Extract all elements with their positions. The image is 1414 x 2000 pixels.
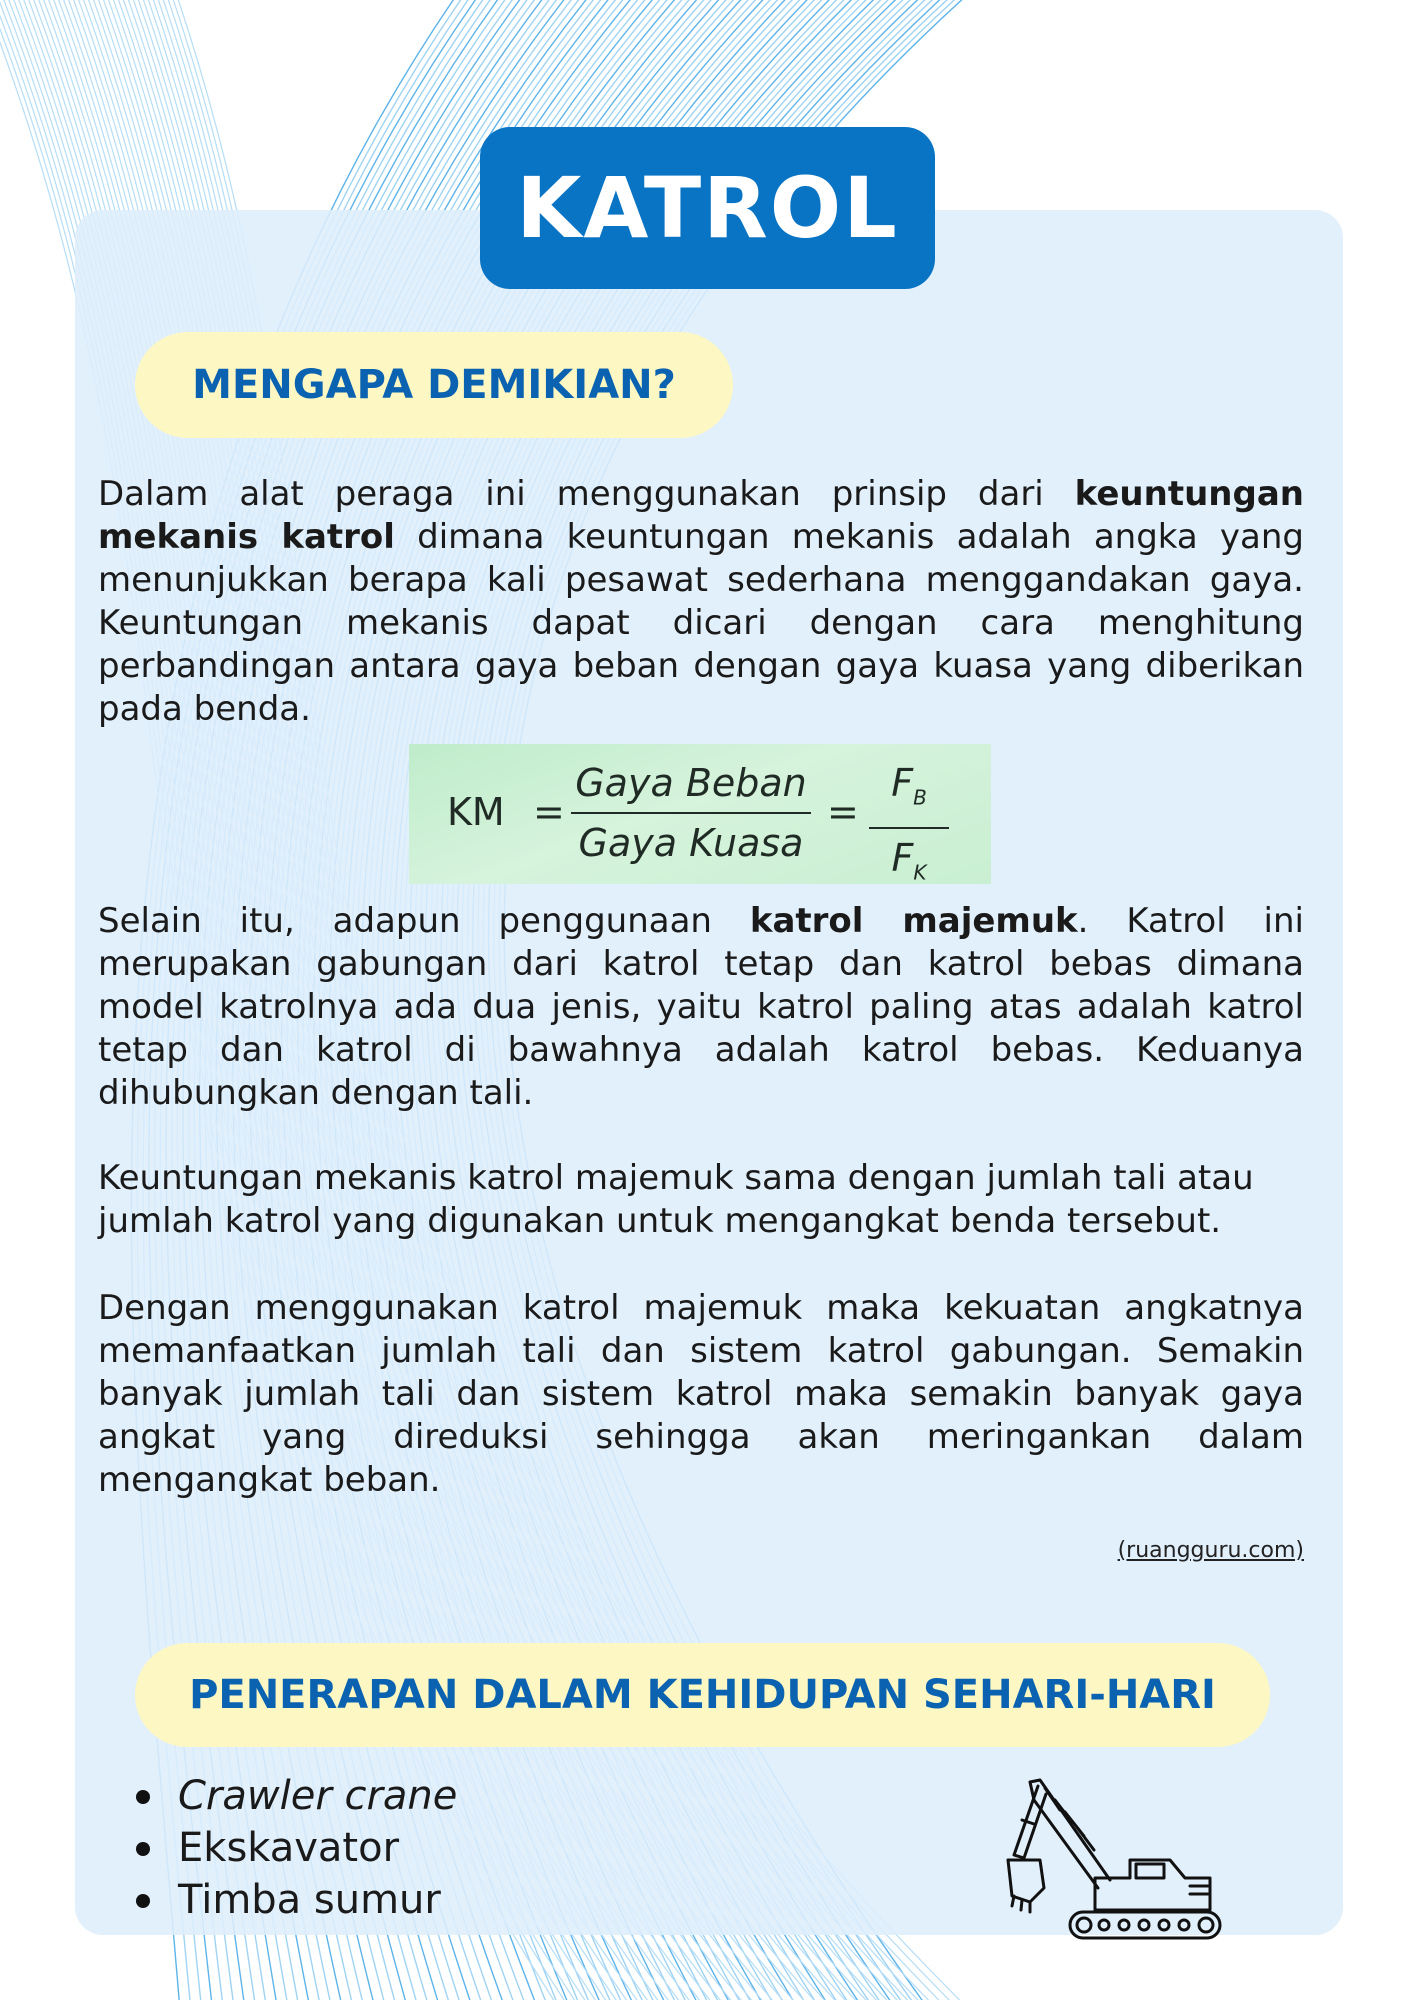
section-heading-why: MENGAPA DEMIKIAN? <box>135 332 733 438</box>
section-heading-application: PENERAPAN DALAM KEHIDUPAN SEHARI-HARI <box>135 1643 1270 1747</box>
paragraph-compound-pulley <box>98 900 1304 1115</box>
paragraph-lifting-force: Dengan menggunakan katrol majemuk maka kekuatan angkatnya memanfaatkan jumlah tali dan sistem katrol gabungan. Semakin banyak jumlah tali dan sistem katrol maka semakin banyak gaya angkat yang direduksi sehingga akan meringankan dalam mengangkat beban. <box>98 1288 1304 1500</box>
symbol-base: F <box>891 761 914 805</box>
excavator-icon <box>1000 1760 1230 1945</box>
bullet-icon <box>136 1790 150 1804</box>
bullet-icon <box>136 1894 150 1908</box>
formula-denominator: Gaya Kuasa <box>578 821 804 865</box>
paragraph-text: Selain itu, adapun penggunaan <box>98 901 750 941</box>
list-item <box>130 1874 457 1926</box>
list-item-text: Timba sumur <box>178 1877 441 1923</box>
paragraph-mechanical-advantage <box>98 473 1304 731</box>
fraction-bar <box>571 812 811 814</box>
formula-numerator-symbol <box>869 758 949 823</box>
list-item <box>130 1822 457 1874</box>
fraction-bar <box>869 827 949 829</box>
formula-fraction-words <box>571 758 811 868</box>
formula-lhs: KM <box>447 790 505 834</box>
application-list <box>130 1770 457 1926</box>
bold-term: katrol majemuk <box>749 901 1078 941</box>
source-link[interactable]: (ruangguru.com) <box>1117 1538 1304 1563</box>
paragraph-text: dimana keuntungan mekanis adalah angka yang menunjukkan berapa kali pesawat sederhana menggandakan gaya. Keuntungan mekanis dapat dicari dengan cara menghitung perbandingan antara gaya beban dengan gaya kuasa yang diberikan pada benda. <box>98 517 1304 729</box>
symbol-base: F <box>891 835 914 880</box>
paragraph-text: . Katrol ini merupakan gabungan dari katrol tetap dan katrol bebas dimana model katrolnya ada dua jenis, yaitu katrol paling atas adalah katrol tetap dan katrol di bawahnya adalah katrol bebas. Keduanya dihubungkan dengan tali. <box>98 901 1304 1113</box>
list-item <box>130 1770 457 1822</box>
formula-equals: = <box>827 790 859 834</box>
page-title: KATROL <box>480 127 935 289</box>
list-item-text: Crawler crane <box>178 1773 458 1819</box>
paragraph-rope-count: Keuntungan mekanis katrol majemuk sama dengan jumlah tali atau jumlah katrol yang digunakan untuk mengangkat benda tersebut. <box>98 1158 1254 1241</box>
formula-box <box>409 744 991 884</box>
bullet-icon <box>136 1842 150 1856</box>
bold-term: keuntungan mekanis katrol <box>98 474 1304 557</box>
formula-equals: = <box>533 790 565 834</box>
paragraph-text: Dalam alat peraga ini menggunakan prinsip dari <box>98 474 1075 514</box>
formula-denominator-symbol <box>869 833 949 898</box>
formula-fraction-symbols <box>869 758 949 897</box>
list-item-text: Ekskavator <box>178 1825 400 1871</box>
symbol-subscript: B <box>913 785 927 810</box>
symbol-subscript: K <box>913 860 927 885</box>
formula-numerator: Gaya Beban <box>575 761 807 805</box>
